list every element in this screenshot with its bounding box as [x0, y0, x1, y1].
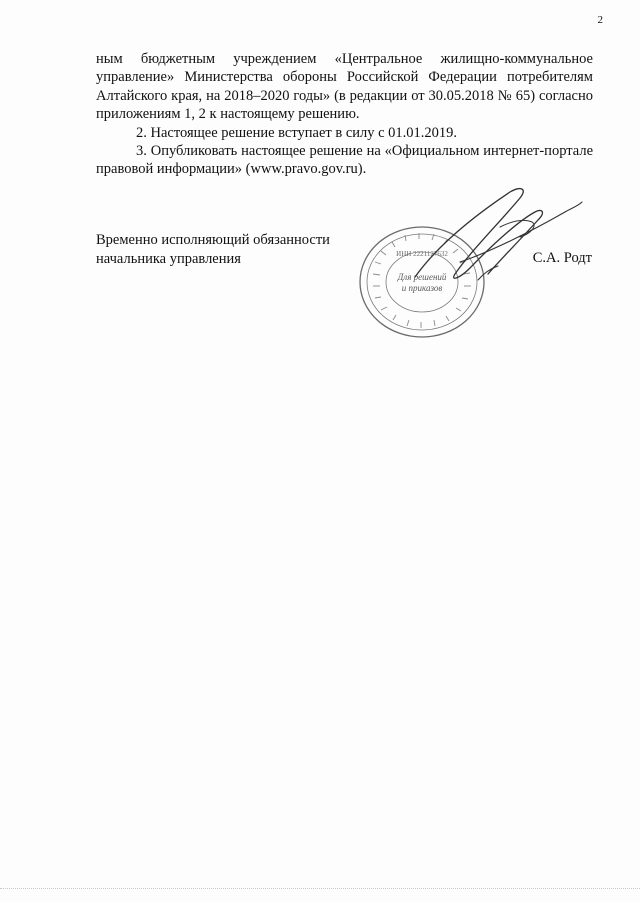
- handwritten-signature: [360, 182, 590, 302]
- position-line-1: Временно исполняющий обязанности: [96, 232, 330, 248]
- scan-edge-line: [0, 888, 640, 889]
- paragraph-2: 2. Настоящее решение вступает в силу с 01.01.2019.: [136, 124, 458, 141]
- stamp-center-line-1: Для решений: [397, 272, 447, 282]
- page-number: 2: [597, 14, 603, 26]
- stamp-center-line-2: и приказов: [401, 283, 443, 293]
- stamp-inn-text: ИНН 2221127632: [396, 250, 448, 258]
- document-body: [96, 50, 593, 179]
- paragraph-3: 3. Опубликовать настоящее решение на «Официальном интернет-портале правовой информации» (www.pravo.gov.ru).: [96, 143, 593, 178]
- paragraph-1: ным бюджетным учреждением «Центральное жилищно-коммунальное управление» Министерства обороны Российской Федерации потребителям Алтайского края, на 2018–2020 годы» (в редакции от 30.05.2018 № 65) согласно приложениям 1, 2 к настоящему решению.: [96, 51, 593, 123]
- position-line-2: начальника управления: [96, 250, 241, 267]
- signatory-name: С.А. Родт: [532, 250, 592, 266]
- signatory-position: [96, 231, 330, 268]
